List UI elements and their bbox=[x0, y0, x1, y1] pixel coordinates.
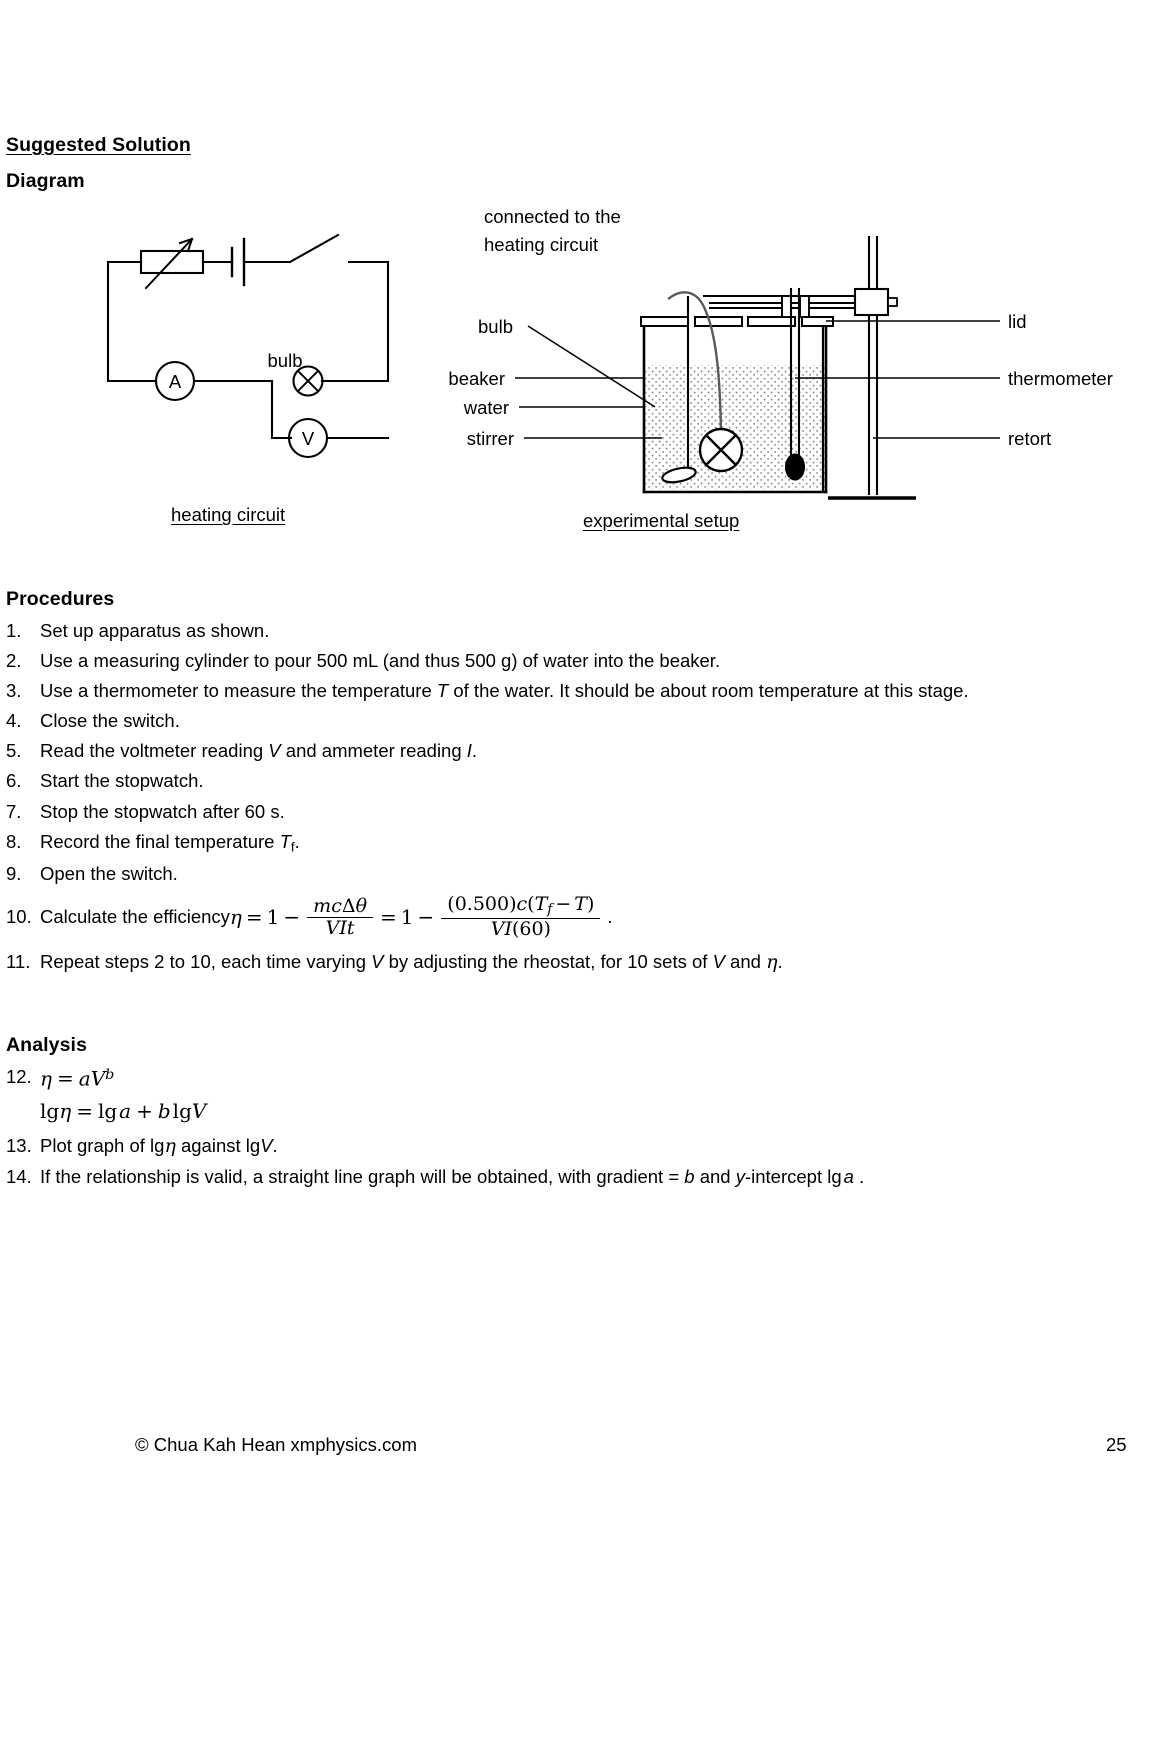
symbol-T: T bbox=[574, 892, 587, 915]
procedure-number: 5. bbox=[6, 740, 22, 762]
procedure-text bbox=[40, 830, 1161, 854]
thermometer-holder bbox=[782, 296, 809, 317]
procedure-text bbox=[40, 682, 1161, 701]
rheostat-symbol bbox=[141, 251, 203, 273]
analysis-list bbox=[6, 1068, 1161, 1199]
procedure-text: Use a measuring cylinder to pour 500 mL (and thus 500 g) of water into the beaker. bbox=[40, 650, 721, 672]
retort-stand bbox=[828, 236, 916, 498]
equals-sign: = bbox=[245, 905, 263, 930]
analysis-item-14 bbox=[6, 1168, 1161, 1187]
analysis-item-13 bbox=[6, 1137, 1161, 1156]
symbol-V: V bbox=[325, 916, 340, 939]
procedure-number: 7. bbox=[6, 800, 22, 822]
symbol-delta: Δ bbox=[341, 894, 356, 917]
sentence-period: . bbox=[607, 905, 613, 927]
fraction-numerator-2 bbox=[441, 892, 600, 918]
symbol-T: T bbox=[436, 680, 449, 702]
procedure-text-pre: Read the voltmeter reading bbox=[40, 740, 269, 762]
analysis-text-post: . bbox=[272, 1135, 278, 1157]
procedure-item-7 bbox=[6, 800, 1161, 822]
analysis-text-pre: If the relationship is valid, a straight line graph will be obtained, with gradient = bbox=[40, 1166, 685, 1188]
symbol-Tf-subscript: f bbox=[547, 901, 553, 918]
procedure-text bbox=[40, 953, 1161, 972]
mass-value: (0.500) bbox=[447, 892, 517, 915]
efficiency-formula bbox=[229, 892, 603, 941]
procedure-text bbox=[40, 892, 1161, 941]
plus-sign: + bbox=[136, 1099, 153, 1124]
lid-group bbox=[641, 317, 833, 326]
minus-sign-2: − bbox=[417, 905, 435, 930]
procedure-item-1 bbox=[6, 622, 1161, 641]
symbol-t: t bbox=[346, 916, 355, 939]
fraction-heat-over-electrical bbox=[441, 892, 600, 941]
minus-sign: − bbox=[283, 905, 301, 930]
procedure-item-2 bbox=[6, 652, 1161, 671]
symbol-a: a bbox=[78, 1066, 91, 1091]
analysis-number: 13. bbox=[6, 1135, 32, 1157]
equals-sign: = bbox=[76, 1099, 93, 1124]
procedure-text-pre: Calculate the efficiency bbox=[40, 905, 230, 927]
analysis-text-pre: Plot graph of lg bbox=[40, 1135, 165, 1157]
analysis-equations bbox=[40, 1066, 1161, 1124]
symbol-I: I bbox=[339, 916, 347, 939]
equation-log-form bbox=[40, 1099, 1161, 1124]
procedure-text: Open the switch. bbox=[40, 862, 178, 884]
symbol-m: m bbox=[313, 894, 332, 917]
number-one-2: 1 bbox=[400, 905, 414, 930]
symbol-b: b bbox=[684, 1166, 695, 1188]
analysis-text bbox=[40, 1168, 1161, 1187]
symbol-V: V bbox=[490, 918, 505, 941]
analysis-text-mid: against lg bbox=[175, 1135, 261, 1157]
procedure-text bbox=[40, 742, 1161, 761]
procedure-item-5 bbox=[6, 742, 1161, 761]
procedure-item-11 bbox=[6, 953, 1161, 972]
setup-bulb-label: bulb bbox=[478, 316, 513, 337]
procedure-text-mid: by adjusting the rheostat, for 10 sets of bbox=[383, 951, 713, 973]
page-title: Suggested Solution bbox=[6, 134, 191, 156]
analysis-text-mid: and bbox=[694, 1166, 736, 1188]
procedure-text: Close the switch. bbox=[40, 710, 180, 732]
symbol-V: V bbox=[371, 951, 384, 973]
procedure-text-post: . bbox=[294, 830, 300, 852]
lg-operator: lg bbox=[40, 1099, 60, 1124]
procedure-text-post: . bbox=[471, 740, 478, 762]
diagram-heading: Diagram bbox=[6, 170, 85, 192]
procedure-item-4 bbox=[6, 712, 1161, 731]
equation-power-law bbox=[40, 1066, 1161, 1091]
analysis-text-post: . bbox=[853, 1166, 865, 1188]
symbol-eta: η bbox=[40, 1066, 52, 1091]
procedures-list bbox=[6, 622, 1161, 984]
procedure-number: 8. bbox=[6, 830, 22, 852]
procedure-text-pre: Repeat steps 2 to 10, each time varying bbox=[40, 951, 372, 973]
clamp-block bbox=[855, 289, 897, 315]
procedure-text: Stop the stopwatch after 60 s. bbox=[40, 800, 285, 822]
analysis-text bbox=[40, 1137, 1161, 1156]
voltmeter-letter: V bbox=[301, 428, 315, 449]
procedure-text: Start the stopwatch. bbox=[40, 770, 204, 792]
circuit-bulb-label: bulb bbox=[267, 350, 303, 371]
procedure-number: 3. bbox=[6, 680, 22, 702]
symbol-eta: η bbox=[766, 951, 778, 974]
switch-lever bbox=[290, 235, 338, 262]
procedures-heading: Procedures bbox=[6, 588, 115, 610]
experimental-setup-caption: experimental setup bbox=[583, 510, 740, 531]
procedure-number: 6. bbox=[6, 770, 22, 792]
symbol-eta: η bbox=[59, 1099, 72, 1124]
symbol-Tf: T bbox=[534, 892, 548, 915]
symbol-V-2: V bbox=[712, 951, 725, 973]
lg-operator-3: lg bbox=[172, 1099, 192, 1124]
symbol-V: V bbox=[268, 740, 281, 762]
footer-page-number: 25 bbox=[1106, 1434, 1127, 1455]
symbol-V: V bbox=[260, 1135, 273, 1157]
setup-connected-line1: connected to the bbox=[484, 206, 621, 227]
setup-retort-label: retort bbox=[1008, 428, 1052, 449]
analysis-number: 14. bbox=[6, 1166, 32, 1188]
footer-credit: © Chua Kah Hean xmphysics.com bbox=[135, 1434, 417, 1455]
symbol-eta: η bbox=[229, 905, 242, 930]
symbol-theta: θ bbox=[355, 894, 368, 917]
leader-bulb bbox=[528, 326, 655, 407]
setup-lid-label: lid bbox=[1008, 311, 1027, 332]
symbol-b-exponent: b bbox=[105, 1067, 115, 1083]
symbol-c: c bbox=[516, 892, 528, 915]
procedure-item-8 bbox=[6, 830, 1161, 854]
symbol-y: y bbox=[735, 1166, 745, 1188]
procedure-number: 9. bbox=[6, 862, 22, 884]
analysis-text-mid2: -intercept lg bbox=[744, 1166, 842, 1188]
experimental-setup-diagram bbox=[515, 236, 1000, 498]
procedure-text-post: . bbox=[777, 951, 783, 973]
procedure-number: 4. bbox=[6, 710, 22, 732]
fraction-numerator bbox=[307, 894, 373, 917]
procedure-number: 11. bbox=[6, 951, 31, 973]
procedure-number: 1. bbox=[6, 620, 22, 641]
minus-inner: − bbox=[555, 892, 572, 915]
procedure-text-mid2: and bbox=[724, 951, 767, 973]
setup-thermometer-label: thermometer bbox=[1008, 368, 1113, 389]
symbol-b: b bbox=[157, 1099, 171, 1124]
number-one: 1 bbox=[266, 905, 280, 930]
setup-beaker-label: beaker bbox=[448, 368, 505, 389]
symbol-c: c bbox=[331, 894, 342, 917]
symbol-eta: η bbox=[164, 1135, 176, 1158]
procedure-item-10 bbox=[6, 892, 1161, 941]
symbol-T: T bbox=[279, 830, 291, 852]
procedure-item-3 bbox=[6, 682, 1161, 701]
ammeter-letter: A bbox=[168, 371, 182, 392]
analysis-heading: Analysis bbox=[6, 1034, 88, 1056]
symbol-I: I bbox=[504, 918, 512, 941]
symbol-V: V bbox=[191, 1099, 207, 1124]
procedure-text: Set up apparatus as shown. bbox=[40, 620, 270, 641]
procedure-item-6 bbox=[6, 772, 1161, 791]
fraction-denominator-2 bbox=[441, 918, 600, 939]
analysis-number: 12. bbox=[6, 1066, 32, 1087]
paren-open: ( bbox=[527, 892, 535, 915]
paren-close: ) bbox=[586, 892, 595, 915]
diagrams-area bbox=[0, 195, 1166, 540]
procedure-text-post: of the water. It should be about room temperature at this stage. bbox=[448, 680, 969, 702]
setup-stirrer-label: stirrer bbox=[466, 428, 514, 449]
procedure-item-9 bbox=[6, 862, 1161, 884]
procedure-number: 2. bbox=[6, 650, 22, 672]
symbol-a: a bbox=[843, 1166, 854, 1188]
equals-sign: = bbox=[56, 1066, 74, 1091]
time-value: (60) bbox=[511, 918, 551, 941]
procedure-text-mid: and ammeter reading bbox=[280, 740, 467, 762]
procedure-number: 10. bbox=[6, 905, 32, 927]
symbol-a: a bbox=[119, 1099, 132, 1124]
fraction-denominator bbox=[307, 917, 373, 938]
heating-circuit-caption: heating circuit bbox=[171, 504, 286, 525]
analysis-item-12 bbox=[6, 1066, 1161, 1124]
setup-connected-line2: heating circuit bbox=[484, 234, 599, 255]
symbol-V: V bbox=[90, 1066, 106, 1091]
lg-operator-2: lg bbox=[97, 1099, 118, 1124]
diagram-svg bbox=[0, 195, 1166, 540]
heating-circuit-diagram bbox=[108, 235, 388, 457]
procedure-text-pre: Record the final temperature bbox=[40, 830, 280, 852]
symbol-T-subscript: f bbox=[290, 838, 295, 854]
immersed-bulb bbox=[700, 429, 742, 471]
procedure-text-pre: Use a thermometer to measure the temperature bbox=[40, 680, 437, 702]
setup-water-label: water bbox=[463, 397, 509, 418]
fraction-mc-delta-theta-over-VIt bbox=[307, 894, 373, 939]
thermometer-bulb bbox=[786, 454, 805, 480]
symbol-I: I bbox=[466, 740, 472, 762]
equals-sign-2: = bbox=[380, 905, 397, 930]
